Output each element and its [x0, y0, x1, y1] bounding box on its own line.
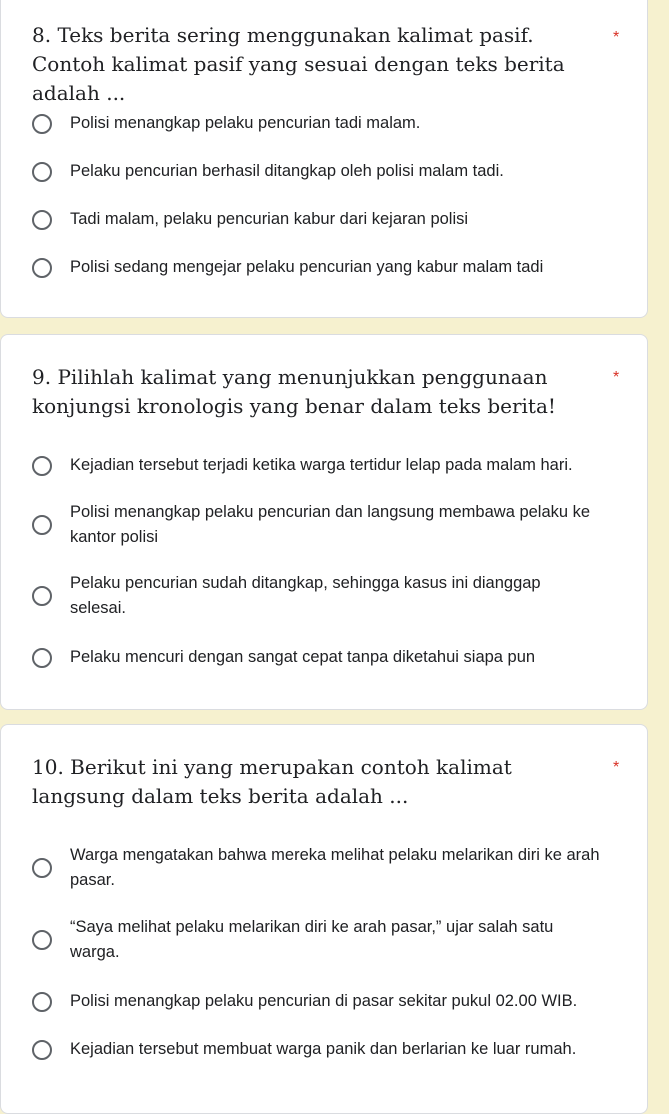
radio-button-icon[interactable] — [32, 930, 52, 950]
radio-button-icon[interactable] — [32, 456, 52, 476]
radio-option[interactable] — [1, 252, 649, 282]
option-label: Polisi sedang mengejar pelaku pencurian yang kabur malam tadi — [70, 258, 544, 276]
option-label: Tadi malam, pelaku pencurian kabur dari kejaran polisi — [70, 210, 469, 228]
option-label: Polisi menangkap pelaku pencurian di pasar sekitar pukul 02.00 WIB. — [70, 992, 578, 1010]
radio-option[interactable] — [1, 108, 649, 138]
required-asterisk: * — [613, 369, 620, 386]
option-label: “Saya melihat pelaku melarikan diri ke arah pasar,” ujar salah satu warga. — [70, 918, 554, 961]
radio-option[interactable] — [1, 1035, 649, 1065]
option-label: Warga mengatakan bahwa mereka melihat pelaku melarikan diri ke arah pasar. — [70, 846, 600, 889]
radio-button-icon[interactable] — [32, 586, 52, 606]
radio-button-icon[interactable] — [32, 162, 52, 182]
radio-option[interactable] — [1, 498, 649, 550]
option-label: Pelaku mencuri dengan sangat cepat tanpa diketahui siapa pun — [70, 648, 536, 666]
radio-option[interactable] — [1, 841, 649, 893]
option-label: Polisi menangkap pelaku pencurian tadi malam. — [70, 114, 421, 132]
radio-button-icon[interactable] — [32, 258, 52, 278]
option-label: Kejadian tersebut membuat warga panik dan berlarian ke luar rumah. — [70, 1040, 577, 1058]
radio-option[interactable] — [1, 156, 649, 186]
radio-option[interactable] — [1, 451, 649, 481]
radio-button-icon[interactable] — [32, 210, 52, 230]
radio-button-icon[interactable] — [32, 515, 52, 535]
question-title: 10. Berikut ini yang merupakan contoh kalimat langsung dalam teks berita adalah ... — [32, 755, 512, 808]
question-card-9 — [0, 334, 648, 710]
radio-option[interactable] — [1, 204, 649, 234]
required-asterisk: * — [613, 29, 620, 46]
radio-button-icon[interactable] — [32, 648, 52, 668]
question-title: 9. Pilihlah kalimat yang menunjukkan penggunaan konjungsi kronologis yang benar dalam teks berita! — [32, 365, 556, 418]
radio-button-icon[interactable] — [32, 114, 52, 134]
question-title: 8. Teks berita sering menggunakan kalimat pasif. Contoh kalimat pasif yang sesuai dengan teks berita adalah ... — [32, 23, 565, 105]
question-card-8 — [0, 0, 648, 318]
radio-button-icon[interactable] — [32, 858, 52, 878]
option-label: Pelaku pencurian sudah ditangkap, sehingga kasus ini dianggap selesai. — [70, 574, 541, 617]
radio-option[interactable] — [1, 913, 649, 965]
option-label: Kejadian tersebut terjadi ketika warga tertidur lelap pada malam hari. — [70, 456, 573, 474]
radio-option[interactable] — [1, 987, 649, 1017]
radio-option[interactable] — [1, 643, 649, 673]
radio-option[interactable] — [1, 569, 649, 621]
radio-button-icon[interactable] — [32, 992, 52, 1012]
radio-button-icon[interactable] — [32, 1040, 52, 1060]
required-asterisk: * — [613, 759, 620, 776]
option-label: Pelaku pencurian berhasil ditangkap oleh polisi malam tadi. — [70, 162, 504, 180]
option-label: Polisi menangkap pelaku pencurian dan langsung membawa pelaku ke kantor polisi — [70, 503, 591, 546]
question-card-10 — [0, 724, 648, 1114]
